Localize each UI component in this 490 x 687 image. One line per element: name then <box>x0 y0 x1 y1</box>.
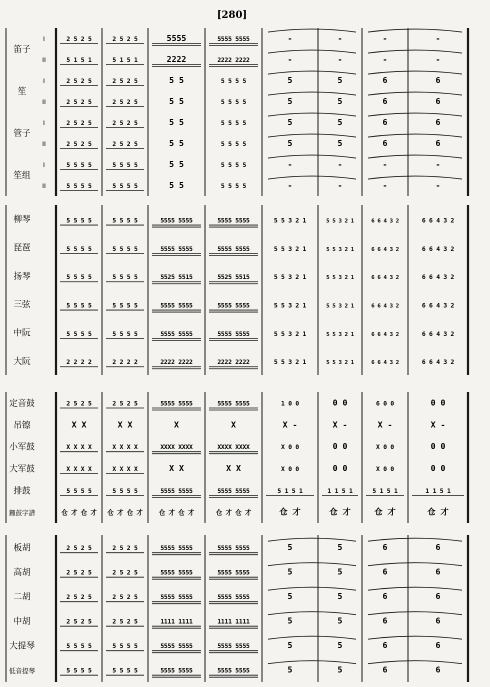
note-cell: 6 <box>435 96 441 107</box>
note-cell: 5555 5555 <box>217 330 250 338</box>
part-number: II <box>42 98 46 107</box>
note-cell: 5 5 5 5 <box>66 643 92 651</box>
note-cell: 5555 5555 <box>217 569 250 577</box>
note-cell: 5 5 5 5 <box>220 78 247 86</box>
note-cell: 0 0 <box>332 463 348 474</box>
note-cell: 0 0 <box>430 463 446 474</box>
note-cell: 6 <box>435 566 441 577</box>
note-cell: 仓 才 仓 才 <box>158 509 195 517</box>
note-cell: X - <box>377 419 393 430</box>
tie-arc <box>268 29 356 32</box>
tie-arc <box>368 661 462 664</box>
note-cell: 5 <box>337 566 343 577</box>
note-cell: 5 <box>287 566 293 577</box>
note-cell: 2222 <box>166 54 187 65</box>
note-cell: XXXX XXXX <box>217 444 250 452</box>
tie-arc <box>268 587 356 590</box>
note-cell: - <box>337 33 343 44</box>
instrument-label: 小军鼓 <box>9 442 35 453</box>
tie-arc <box>368 587 462 590</box>
note-cell: 1111 1111 <box>160 618 193 626</box>
tie-arc <box>368 29 462 32</box>
note-cell: 6 6 4 3 2 <box>421 217 455 225</box>
note-cell: 2 5 2 5 <box>66 400 92 408</box>
note-cell: 5525 5515 <box>217 274 250 282</box>
note-cell: 5555 5555 <box>217 245 250 253</box>
instrument-label: 柳琴 <box>13 215 31 226</box>
note-cell: 2 5 2 5 <box>66 545 92 553</box>
note-cell: 5 5 3 2 1 <box>326 246 354 253</box>
note-cell: 1 1 5 1 <box>425 487 451 495</box>
note-cell: 2 5 2 5 <box>112 78 138 86</box>
instrument-label: 中胡 <box>13 616 31 627</box>
note-cell: 5 5 3 2 1 <box>326 303 354 310</box>
note-cell: 5 <box>287 640 293 651</box>
note-cell: 6 <box>435 75 441 86</box>
note-cell: 2 5 2 5 <box>66 618 92 626</box>
note-cell: 5 <box>337 542 343 553</box>
note-cell: - <box>337 159 343 170</box>
note-cell: 5 5 <box>169 180 184 191</box>
note-cell: 5555 5555 <box>160 667 193 675</box>
instrument-label: 大军鼓 <box>9 464 35 475</box>
note-cell: - <box>435 54 441 65</box>
tie-arc <box>268 176 356 179</box>
note-cell: 5555 5555 <box>217 545 250 553</box>
note-cell: 6 <box>382 75 388 86</box>
note-cell: 5 <box>337 96 343 107</box>
instrument-label: 排鼓 <box>13 486 31 497</box>
note-cell: 5 5 3 2 1 <box>326 218 354 225</box>
note-cell: X <box>174 419 179 430</box>
instrument-label: 三弦 <box>13 300 31 311</box>
note-cell: 0 0 <box>430 441 446 452</box>
note-cell: 2 5 2 5 <box>112 594 138 602</box>
note-cell: X - <box>332 419 348 430</box>
tie-arc <box>368 92 462 95</box>
tie-arc <box>368 71 462 74</box>
note-cell: 5 <box>337 117 343 128</box>
note-cell: X X X X <box>66 466 92 474</box>
instrument-label: 大提琴 <box>9 641 35 652</box>
note-cell: 0 0 <box>332 441 348 452</box>
tie-arc <box>368 50 462 53</box>
note-cell: 6 <box>382 138 388 149</box>
note-cell: 2 5 2 5 <box>66 99 92 107</box>
note-cell: 5 5 5 5 <box>112 643 138 651</box>
instrument-label: 扬琴 <box>13 271 31 282</box>
note-cell: 5555 5555 <box>160 594 193 602</box>
note-cell: 仓 才 <box>427 506 449 517</box>
note-cell: 5 <box>287 615 293 626</box>
note-cell: 5 5 5 5 <box>66 245 92 253</box>
part-number: II <box>42 182 46 191</box>
note-cell: 5 5 3 2 1 <box>273 359 307 367</box>
tie-arc <box>368 612 462 615</box>
note-cell: 0 0 <box>332 397 348 408</box>
note-cell: - <box>382 33 388 44</box>
note-cell: - <box>435 180 441 191</box>
part-number: I <box>43 119 45 128</box>
note-cell: 5 <box>287 591 293 602</box>
note-cell: 5 <box>337 591 343 602</box>
note-cell: - <box>337 54 343 65</box>
note-cell: - <box>287 180 293 191</box>
note-cell: 5 5 5 5 <box>66 302 92 310</box>
note-cell: 2 5 2 5 <box>66 569 92 577</box>
note-cell: 5 5 <box>169 75 184 86</box>
note-cell: 2 5 2 5 <box>112 36 138 44</box>
note-cell: 6 6 4 3 2 <box>371 275 399 282</box>
note-cell: 5525 5515 <box>160 274 193 282</box>
part-number: II <box>42 56 46 65</box>
part-number: I <box>43 35 45 44</box>
note-cell: 2222 2222 <box>217 359 250 367</box>
tie-arc <box>368 538 462 541</box>
note-cell: 5 5 5 5 <box>66 330 92 338</box>
note-cell: 6 <box>382 566 388 577</box>
note-cell: 1 0 0 <box>281 400 299 408</box>
note-cell: 6 <box>435 542 441 553</box>
note-cell: 5 5 3 2 1 <box>326 360 354 367</box>
note-cell: 5 5 5 5 <box>220 141 247 149</box>
instrument-label: 鑼鼓字譜 <box>9 509 35 518</box>
note-cell: - <box>382 180 388 191</box>
note-cell: X X X X <box>66 444 92 452</box>
note-cell: 5 5 3 2 1 <box>273 274 307 282</box>
note-cell: - <box>287 33 293 44</box>
note-cell: 5555 5555 <box>217 487 250 495</box>
note-cell: 2 2 2 2 <box>66 359 92 367</box>
note-cell: 6 <box>382 542 388 553</box>
note-cell: 5 <box>337 75 343 86</box>
note-cell: X - <box>430 419 446 430</box>
tie-arc <box>268 661 356 664</box>
note-cell: 2222 2222 <box>160 359 193 367</box>
note-cell: 6 6 4 3 2 <box>421 302 455 310</box>
note-cell: 2 5 2 5 <box>112 569 138 577</box>
tie-arc <box>268 538 356 541</box>
note-cell: 2 5 2 5 <box>66 594 92 602</box>
note-cell: 5 5 3 2 1 <box>326 275 354 282</box>
note-cell: - <box>435 33 441 44</box>
note-cell: 6 <box>382 640 388 651</box>
tie-arc <box>368 134 462 137</box>
note-cell: 仓 才 仓 才 <box>215 509 252 517</box>
note-cell: 6 6 4 3 2 <box>371 331 399 338</box>
note-cell: 6 <box>435 117 441 128</box>
note-cell: 5 5 5 5 <box>66 274 92 282</box>
note-cell: 2 5 2 5 <box>66 141 92 149</box>
note-cell: 仓 才 仓 才 <box>61 509 97 517</box>
note-cell: 5555 5555 <box>160 330 193 338</box>
note-cell: 5 5 3 2 1 <box>273 217 307 225</box>
note-cell: 5 <box>337 138 343 149</box>
note-cell: 6 <box>382 664 388 675</box>
instrument-label: 琵琶 <box>13 243 31 254</box>
score-body <box>6 28 468 682</box>
note-cell: 6 <box>382 591 388 602</box>
note-cell: 5 5 3 2 1 <box>273 302 307 310</box>
section-plucked <box>6 205 468 375</box>
instrument-label: 中阮 <box>13 328 31 339</box>
note-cell: 5 1 5 1 <box>112 57 138 65</box>
note-cell: 仓 才 <box>329 506 351 517</box>
note-cell: 5 <box>337 615 343 626</box>
note-cell: 5 <box>287 138 293 149</box>
part-number: I <box>43 161 45 170</box>
instrument-label: 定音鼓 <box>9 398 35 409</box>
tie-arc <box>268 50 356 53</box>
note-cell: X X X X <box>112 444 138 452</box>
tie-arc <box>268 612 356 615</box>
note-cell: 5 5 5 5 <box>112 162 138 170</box>
note-cell: 5555 5555 <box>160 569 193 577</box>
tie-arc <box>268 636 356 639</box>
note-cell: X X <box>117 419 133 430</box>
note-cell: 5 <box>287 664 293 675</box>
note-cell: 6 <box>435 591 441 602</box>
note-cell: 5 5 5 5 <box>112 245 138 253</box>
note-cell: 0 0 <box>430 397 446 408</box>
note-cell: 5 5 3 2 1 <box>326 331 354 338</box>
note-cell: 5555 5555 <box>160 487 193 495</box>
note-cell: 5555 5555 <box>160 245 193 253</box>
note-cell: XXXX XXXX <box>160 444 193 452</box>
note-cell: X 0 0 <box>376 466 394 474</box>
tie-arc <box>368 636 462 639</box>
note-cell: X X <box>71 419 87 430</box>
note-cell: - <box>287 159 293 170</box>
note-cell: 6 <box>435 664 441 675</box>
note-cell: 5555 5555 <box>217 643 250 651</box>
note-cell: 5555 5555 <box>160 302 193 310</box>
note-cell: 5 5 5 5 <box>112 667 138 675</box>
tie-arc <box>268 155 356 158</box>
note-cell: 2 5 2 5 <box>112 141 138 149</box>
instrument-label: 二胡 <box>13 592 31 603</box>
note-cell: - <box>382 54 388 65</box>
instrument-label: 吊镲 <box>13 420 31 431</box>
note-cell: 5555 5555 <box>217 400 250 408</box>
note-cell: 2 5 2 5 <box>112 400 138 408</box>
note-cell: X <box>231 419 236 430</box>
note-cell: 5 5 5 5 <box>112 302 138 310</box>
note-cell: 6 0 0 <box>376 400 394 408</box>
note-cell: 6 6 4 3 2 <box>371 246 399 253</box>
note-cell: 5 5 5 5 <box>112 183 138 191</box>
note-cell: 6 <box>435 615 441 626</box>
note-cell: 5 5 3 2 1 <box>273 245 307 253</box>
note-cell: 6 6 4 3 2 <box>371 303 399 310</box>
note-cell: 5 5 5 5 <box>112 330 138 338</box>
note-cell: 5 1 5 1 <box>372 487 398 495</box>
note-cell: X X <box>169 463 184 474</box>
tie-arc <box>268 71 356 74</box>
section-winds <box>6 28 468 196</box>
note-cell: 2 5 2 5 <box>66 78 92 86</box>
instrument-label: 笛子 <box>13 45 31 55</box>
note-cell: 2 5 2 5 <box>66 36 92 44</box>
section-bowed <box>6 535 468 682</box>
note-cell: 2 5 2 5 <box>112 618 138 626</box>
note-cell: 5 5 <box>169 159 184 170</box>
note-cell: 5555 5555 <box>217 217 250 225</box>
note-cell: 5555 <box>166 33 187 44</box>
note-cell: 5 <box>287 542 293 553</box>
note-cell: 5 5 5 5 <box>220 162 247 170</box>
note-cell: X X X X <box>112 466 138 474</box>
note-cell: 2 5 2 5 <box>112 120 138 128</box>
note-cell: 1 1 5 1 <box>327 487 353 495</box>
tie-arc <box>368 113 462 116</box>
section-percussion <box>6 392 468 523</box>
note-cell: 5 5 5 5 <box>66 667 92 675</box>
note-cell: X 0 0 <box>281 466 299 474</box>
note-cell: 5 5 5 5 <box>112 217 138 225</box>
note-cell: 5 1 5 1 <box>277 487 303 495</box>
instrument-label: 笙 <box>17 87 27 97</box>
note-cell: 5 5 5 5 <box>220 120 247 128</box>
note-cell: X X <box>226 463 241 474</box>
note-cell: 5 <box>287 117 293 128</box>
note-cell: 5555 5555 <box>160 643 193 651</box>
note-cell: 2 5 2 5 <box>112 545 138 553</box>
note-cell: 5 5 5 5 <box>66 487 92 495</box>
tie-arc <box>368 176 462 179</box>
note-cell: 6 6 4 3 2 <box>371 218 399 225</box>
note-cell: X - <box>282 419 298 430</box>
note-cell: 5 5 5 5 <box>220 99 247 107</box>
note-cell: 2 5 2 5 <box>112 99 138 107</box>
note-cell: 5555 5555 <box>160 217 193 225</box>
note-cell: 5 5 5 5 <box>112 274 138 282</box>
note-cell: 仓 才 <box>374 506 396 517</box>
note-cell: 6 6 4 3 2 <box>371 360 399 367</box>
note-cell: 6 6 4 3 2 <box>421 245 455 253</box>
instrument-label: 管子 <box>13 129 31 139</box>
note-cell: 2 2 2 2 <box>112 359 138 367</box>
instrument-label: 低音提琴 <box>9 666 35 675</box>
note-cell: 1111 1111 <box>217 618 250 626</box>
note-cell: 5555 5555 <box>160 545 193 553</box>
note-cell: 5555 5555 <box>217 667 250 675</box>
note-cell: 5 5 <box>169 117 184 128</box>
note-cell: 5 <box>337 640 343 651</box>
instrument-label: 板胡 <box>13 543 31 554</box>
note-cell: 2 5 2 5 <box>66 120 92 128</box>
note-cell: 5 5 <box>169 96 184 107</box>
note-cell: 6 <box>382 615 388 626</box>
tie-arc <box>368 563 462 566</box>
page-number: [280] <box>216 10 248 21</box>
tie-arc <box>268 563 356 566</box>
note-cell: 5 1 5 1 <box>66 57 92 65</box>
note-cell: 5 5 3 2 1 <box>273 330 307 338</box>
note-cell: 6 <box>435 138 441 149</box>
note-cell: 5555 5555 <box>217 36 250 44</box>
note-cell: 5 <box>287 96 293 107</box>
note-cell: 5 5 5 5 <box>112 487 138 495</box>
note-cell: 仓 才 仓 才 <box>107 509 143 517</box>
note-cell: 5 <box>337 664 343 675</box>
instrument-label: 高胡 <box>13 567 31 578</box>
instrument-label: 笙组 <box>13 171 31 181</box>
note-cell: 5 5 <box>169 138 184 149</box>
note-cell: - <box>382 159 388 170</box>
note-cell: 2222 2222 <box>217 57 250 65</box>
note-cell: 仓 才 <box>279 506 301 517</box>
note-cell: 5555 5555 <box>160 400 193 408</box>
note-cell: - <box>435 159 441 170</box>
note-cell: - <box>287 54 293 65</box>
tie-arc <box>368 155 462 158</box>
note-cell: 5 5 5 5 <box>66 183 92 191</box>
note-cell: 5555 5555 <box>217 594 250 602</box>
note-cell: X 0 0 <box>281 444 299 452</box>
note-cell: 6 6 4 3 2 <box>421 330 455 338</box>
note-cell: 6 <box>435 640 441 651</box>
tie-arc <box>268 113 356 116</box>
note-cell: 5 5 5 5 <box>66 217 92 225</box>
instrument-label: 大阮 <box>13 356 31 367</box>
tie-arc <box>268 134 356 137</box>
note-cell: - <box>337 180 343 191</box>
note-cell: 5 5 5 5 <box>66 162 92 170</box>
part-number: II <box>42 140 46 149</box>
note-cell: 6 <box>382 117 388 128</box>
note-cell: 5555 5555 <box>217 302 250 310</box>
note-cell: 6 <box>382 96 388 107</box>
note-cell: 5 <box>287 75 293 86</box>
note-cell: 6 6 4 3 2 <box>421 359 455 367</box>
note-cell: 6 6 4 3 2 <box>421 274 455 282</box>
note-cell: X 0 0 <box>376 444 394 452</box>
note-cell: 5 5 5 5 <box>220 183 247 191</box>
tie-arc <box>268 92 356 95</box>
part-number: I <box>43 77 45 86</box>
